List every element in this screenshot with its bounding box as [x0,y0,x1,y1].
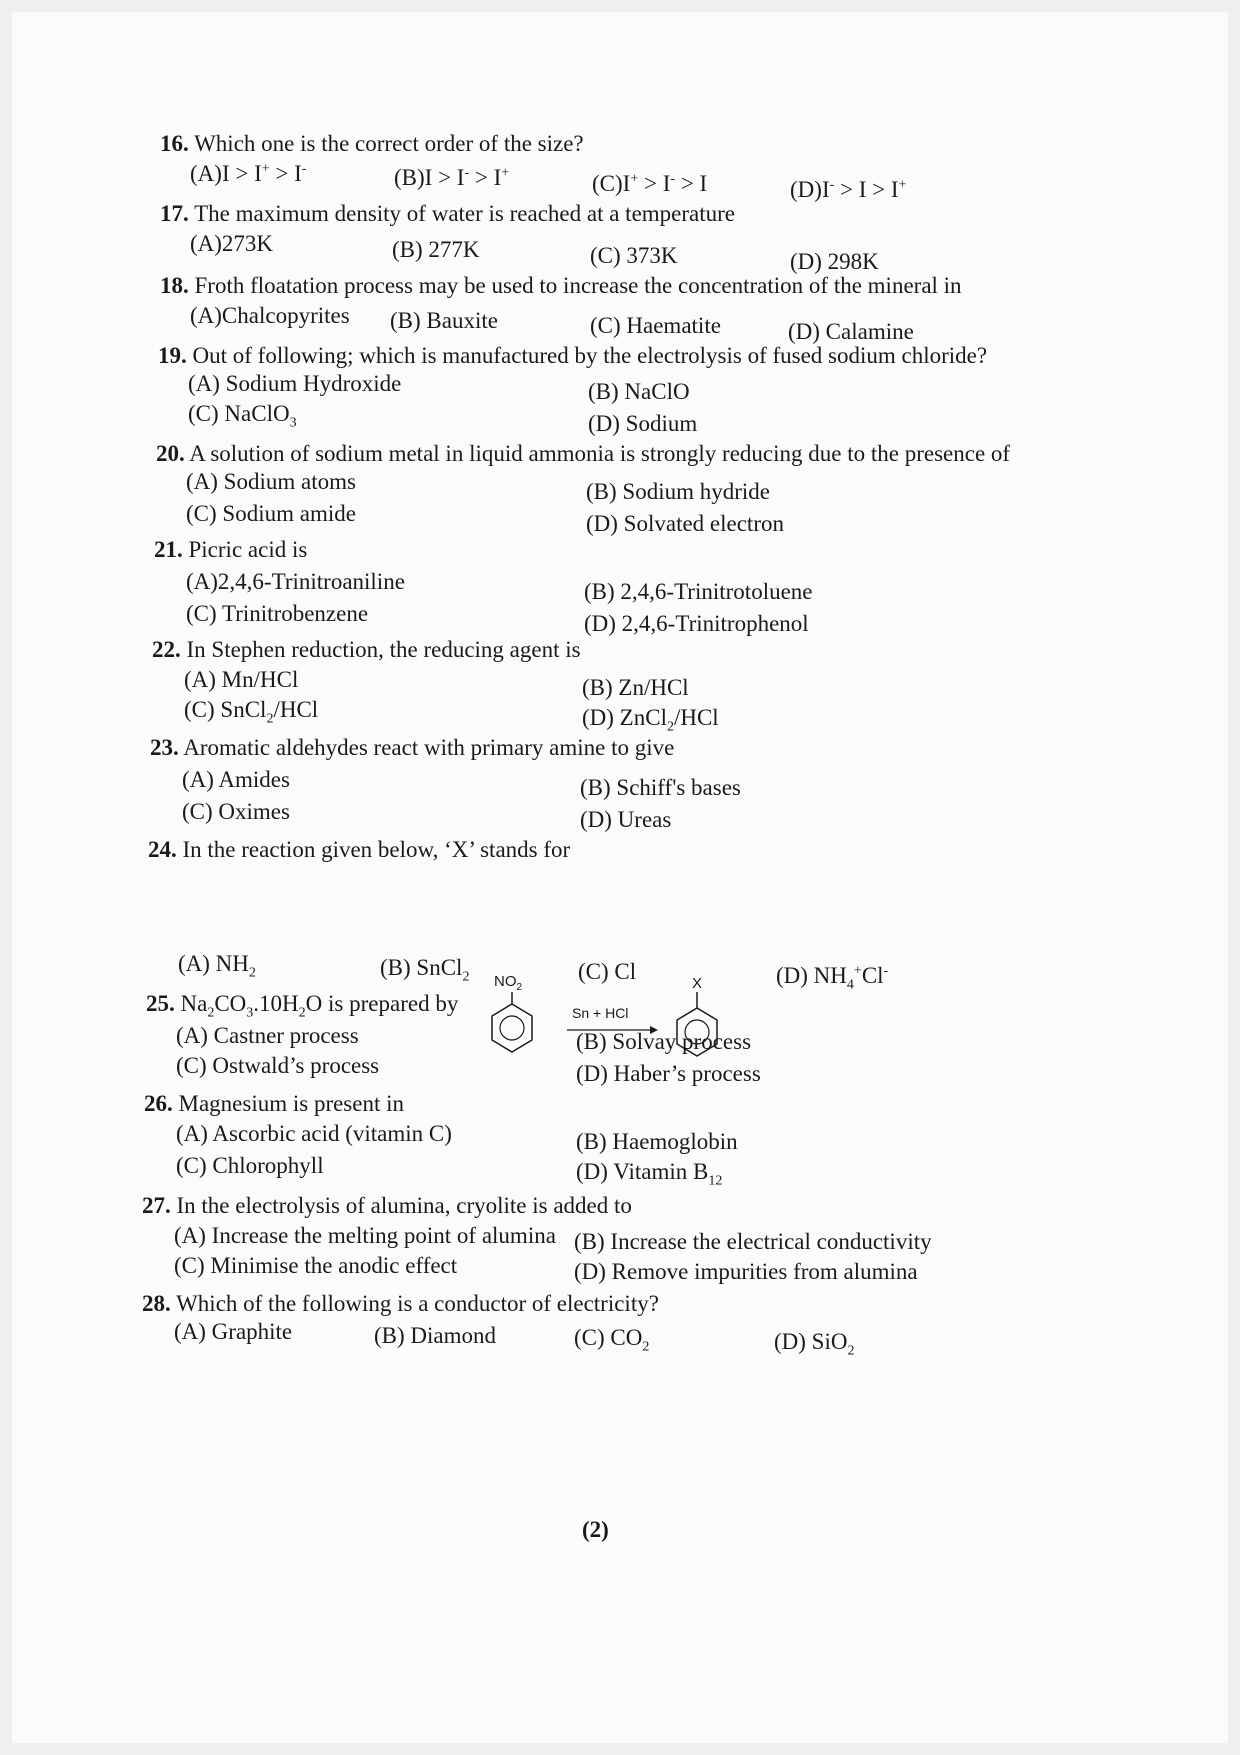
option-b: (B) 2,4,6-Trinitrotoluene [584,579,813,604]
option-c: (C) $CO_2$ [574,1325,650,1355]
option-d: (D)I- > I > I+ [790,177,907,202]
question-16 [160,130,584,158]
option-c: (C) Oximes [182,799,290,824]
option-a: (A)2,4,6-Trinitroaniline [186,569,405,594]
option-b: (B) Zn/HCl [582,675,689,700]
option-a: (A) Castner process [176,1023,359,1048]
question-28: 28. Which of the following is a conductor of electricity? [142,1291,659,1316]
question-22: 22. In Stephen reduction, the reducing agent is [152,637,581,662]
question-21: 21. Picric acid is [154,537,308,562]
option-d: (D) Remove impurities from alumina [574,1259,918,1284]
question-26: 26. Magnesium is present in [144,1091,404,1116]
option-c: (C) Cl [578,959,637,984]
option-c: (C) Minimise the anodic effect [174,1253,458,1278]
exam-page [12,12,1228,1743]
reagent-label: Sn + HCl [572,1005,629,1021]
option-b: (B)I > I- > I+ [394,165,510,190]
question-18: 18. Froth floatation process may be used to increase the concentration of the mineral in [160,273,962,298]
option-c: (C) Trinitrobenzene [186,601,369,626]
page-number: (2) [582,1517,609,1542]
question-23: 23. Aromatic aldehydes react with primary amine to give [150,735,675,760]
option-c: (C)I+ > I- > I [592,171,708,196]
question-text: Which one is the correct order of the size? [194,131,584,156]
option-d: (D) Haber’s process [576,1061,761,1086]
option-b: (B) Haemoglobin [576,1129,738,1154]
option-a: (A) Sodium Hydroxide [188,371,402,396]
option-b: (B) SnCl$_2$ [380,955,470,985]
option-a: (A) Increase the melting point of alumina [174,1223,556,1248]
option-a: (A) Ascorbic acid (vitamin C) [176,1121,452,1146]
option-d: (D) ZnCl$_2$/HCl [582,705,719,735]
option-a: (A)Chalcopyrites [190,303,350,328]
option-b: (B) 277K [392,237,480,262]
option-a: (A) $NH_2$ [178,951,256,981]
option-d: (D) 2,4,6-Trinitrophenol [584,611,809,636]
option-d: (D) Calamine [788,319,914,344]
option-d: (D) Vitamin $B_{12}$ [576,1159,723,1189]
question-20: 20. A solution of sodium metal in liquid ammonia is strongly reducing due to the presence of [156,441,1011,466]
option-d: (D) SiO$_2$ [774,1329,855,1359]
question-25: 25. $Na_2CO_3.10H_2O$ is prepared by [146,991,459,1021]
option-c: (C) NaClO$_3$ [188,401,297,431]
option-a: (A)I > I+ > I- [190,161,307,186]
option-b: (B) Increase the electrical conductivity [574,1229,932,1254]
option-d: (D) Ureas [580,807,672,832]
question-19: 19. Out of following; which is manufactured by the electrolysis of fused sodium chloride? [158,343,988,368]
nitro-group-label: $NO_2$ [494,973,523,993]
option-a: (A) Mn/HCl [184,667,299,692]
option-c: (C) SnCl$_2$/HCl [184,697,319,727]
option-a: (A) Sodium atoms [186,469,356,494]
option-b: (B) Diamond [374,1323,497,1348]
option-c: (C) Chlorophyll [176,1153,324,1178]
benzene-ring-reactant [492,1004,532,1052]
option-a: (A) Amides [182,767,290,792]
question-number: 16. [160,131,189,156]
option-b: (B) Solvay process [576,1029,752,1054]
option-b: (B) NaClO [588,379,690,404]
option-c: (C) Ostwald’s process [176,1053,380,1078]
option-d: (D) $NH_4^+Cl^-$ [776,963,889,993]
option-b: (B) Schiff's bases [580,775,741,800]
question-27: 27. In the electrolysis of alumina, cryolite is added to [142,1193,632,1218]
question-24: 24. In the reaction given below, ‘X’ stands for [148,837,571,862]
option-b: (B) Bauxite [390,308,498,333]
option-c: (C) Sodium amide [186,501,356,526]
option-a: (A) Graphite [174,1319,293,1344]
option-b: (B) Sodium hydride [586,479,770,504]
option-d: (D) 298K [790,249,879,274]
option-c: (C) Haematite [590,313,721,338]
option-a: (A)273K [190,231,274,256]
option-c: (C) 373K [590,243,678,268]
option-d: (D) Solvated electron [586,511,784,536]
question-17: 17. The maximum density of water is reached at a temperature [160,201,736,226]
option-d: (D) Sodium [588,411,698,436]
x-group-label: X [692,975,703,992]
